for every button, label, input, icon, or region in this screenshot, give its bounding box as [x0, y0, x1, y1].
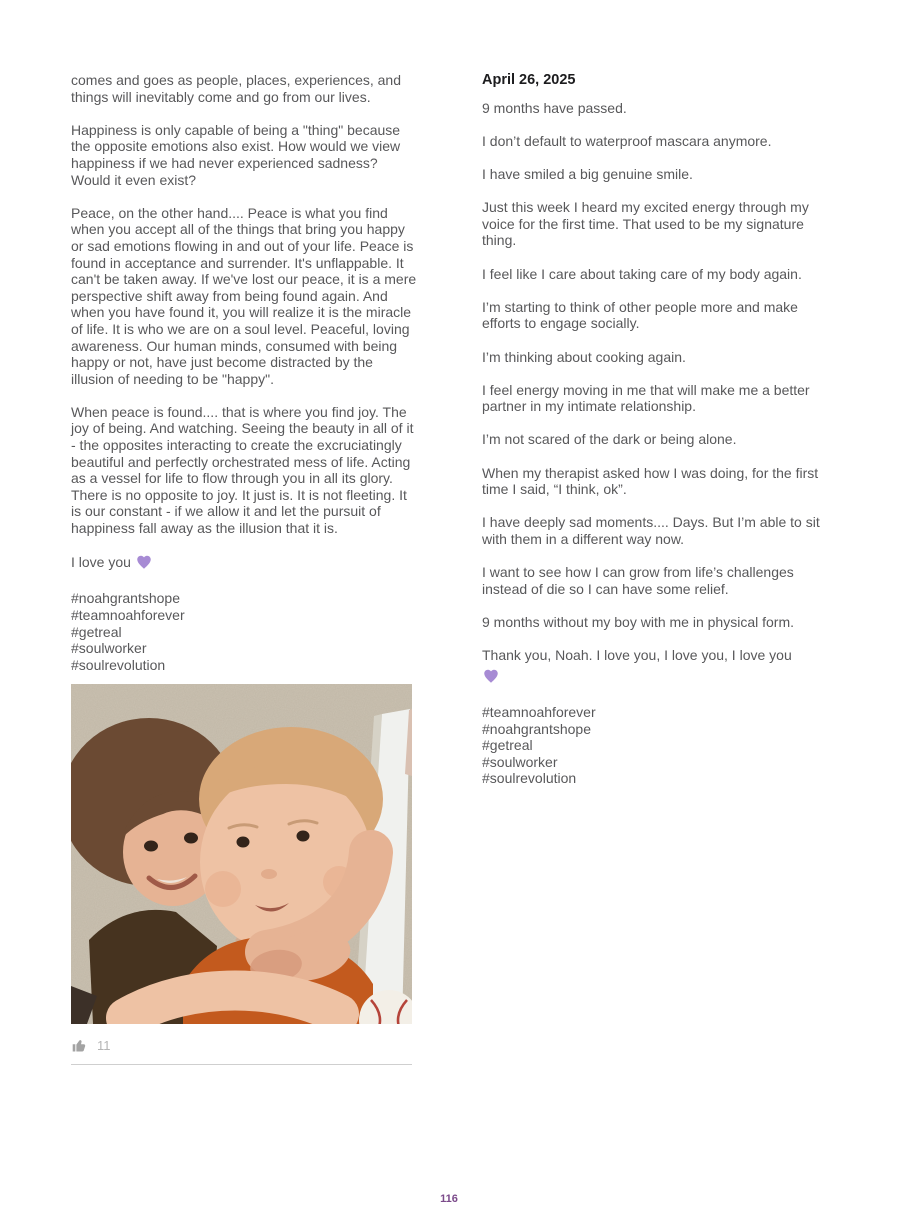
- boy-right-eye: [184, 833, 198, 844]
- right-paragraphs: [482, 100, 829, 631]
- paragraph: I don’t default to waterproof mascara anymore.: [482, 132, 772, 149]
- baby-right-eye: [297, 831, 310, 842]
- paragraph: When my therapist asked how I was doing, for the first time I said, “I think, ok”.: [482, 464, 819, 498]
- page-number: 116: [440, 1193, 458, 1205]
- like-count: 11: [97, 1037, 111, 1053]
- column-divider: [71, 1064, 412, 1065]
- purple-heart-shape: [484, 670, 498, 683]
- hashtag: #noahgrantshope: [482, 720, 591, 737]
- left-paragraphs: [71, 72, 418, 537]
- thumbs-up-shape: [73, 1041, 86, 1052]
- paragraph: 9 months have passed.: [482, 99, 627, 116]
- hashtag: #soulrevolution: [71, 656, 166, 673]
- purple-heart-icon: [135, 553, 153, 574]
- hashtag: #soulrevolution: [482, 770, 577, 787]
- paragraph: When peace is found.... that is where you find joy. The joy of being. And watching. Seeing the beauty in all of it - the opposites interacting to create the excruciatingly beautiful and perfectly orchestrated mess of life. Acting as a vessel for life to flow through you in all its glory. There is no opposite to joy. It just is. It is not fleeting. It is our constant - if we allow it and let the pursuit of happiness fall away as the illusion that it is.: [71, 403, 414, 537]
- paragraph: Happiness is only capable of being a "thing" because the opposite emotions also exist. How would we view happiness if we had never experienced sadness? Would it even exist?: [71, 121, 401, 188]
- paragraph: I feel like I care about taking care of my body again.: [482, 265, 802, 282]
- hashtag: #teamnoahforever: [71, 607, 185, 623]
- baby-nose: [261, 869, 277, 879]
- post-photo: [71, 684, 412, 1024]
- boy-left-eye: [144, 841, 158, 852]
- thanks-line-text: Thank you, Noah. I love you, I love you, I love you: [482, 647, 792, 664]
- thumbs-up-icon: [71, 1037, 88, 1054]
- paragraph: I want to see how I can grow from life’s challenges instead of die so I can have some relief.: [482, 564, 794, 597]
- post-date: April 26, 2025: [482, 72, 576, 88]
- thanks-line: [482, 647, 829, 687]
- paragraph: I have deeply sad moments.... Days. But I’m able to sit with them in a different way now.: [482, 514, 820, 548]
- paragraph: Just this week I heard my excited energy through my voice for the first time. That used to be my signature thing.: [482, 199, 809, 249]
- paragraph: I’m starting to think of other people more and make efforts to engage socially.: [482, 298, 798, 332]
- love-line-text: I love you: [71, 554, 131, 571]
- hashtag: #noahgrantshope: [71, 590, 180, 607]
- baby-left-cheek: [205, 871, 241, 907]
- hashtag: #soulworker: [482, 753, 558, 770]
- paragraph: Peace, on the other hand.... Peace is what you find when you accept all of the things that bring you happy or sad emotions flowing in and out of your life. Peace is found in acceptance and surrender. It's unflappable. It can't be taken away. If we've lost our peace, it is a mere perspective shift away from being found again. And when you have found it, you will realize it is the miracle of life. It is who we are on a soul level. Peaceful, loving awareness. Our human minds, consumed with being happy or not, have just become distracted by the illusion of needing to be "happy".: [71, 204, 417, 387]
- paragraph: I’m thinking about cooking again.: [482, 348, 686, 365]
- like-row: [71, 1037, 418, 1054]
- baby-left-eye: [237, 837, 250, 848]
- paragraph: I’m not scared of the dark or being alone.: [482, 431, 737, 448]
- paragraph: I feel energy moving in me that will make me a better partner in my intimate relationship.: [482, 381, 810, 415]
- hashtag: #teamnoahforever: [482, 703, 596, 720]
- paragraph: I have smiled a big genuine smile.: [482, 165, 693, 182]
- hashtag: #getreal: [71, 623, 122, 640]
- paragraph: comes and goes as people, places, experiences, and things will inevitably come and go from our lives.: [71, 72, 401, 105]
- left-column: [71, 72, 418, 1065]
- purple-heart-shape: [137, 556, 151, 569]
- love-line: [71, 553, 418, 574]
- hashtag: #soulworker: [71, 640, 147, 657]
- purple-heart-icon: [482, 667, 829, 688]
- right-hashtag-list: [482, 704, 829, 787]
- paragraph: 9 months without my boy with me in physical form.: [482, 614, 795, 630]
- left-hashtag-list: [71, 590, 418, 673]
- hashtag: #getreal: [482, 737, 533, 754]
- right-column: [482, 72, 829, 787]
